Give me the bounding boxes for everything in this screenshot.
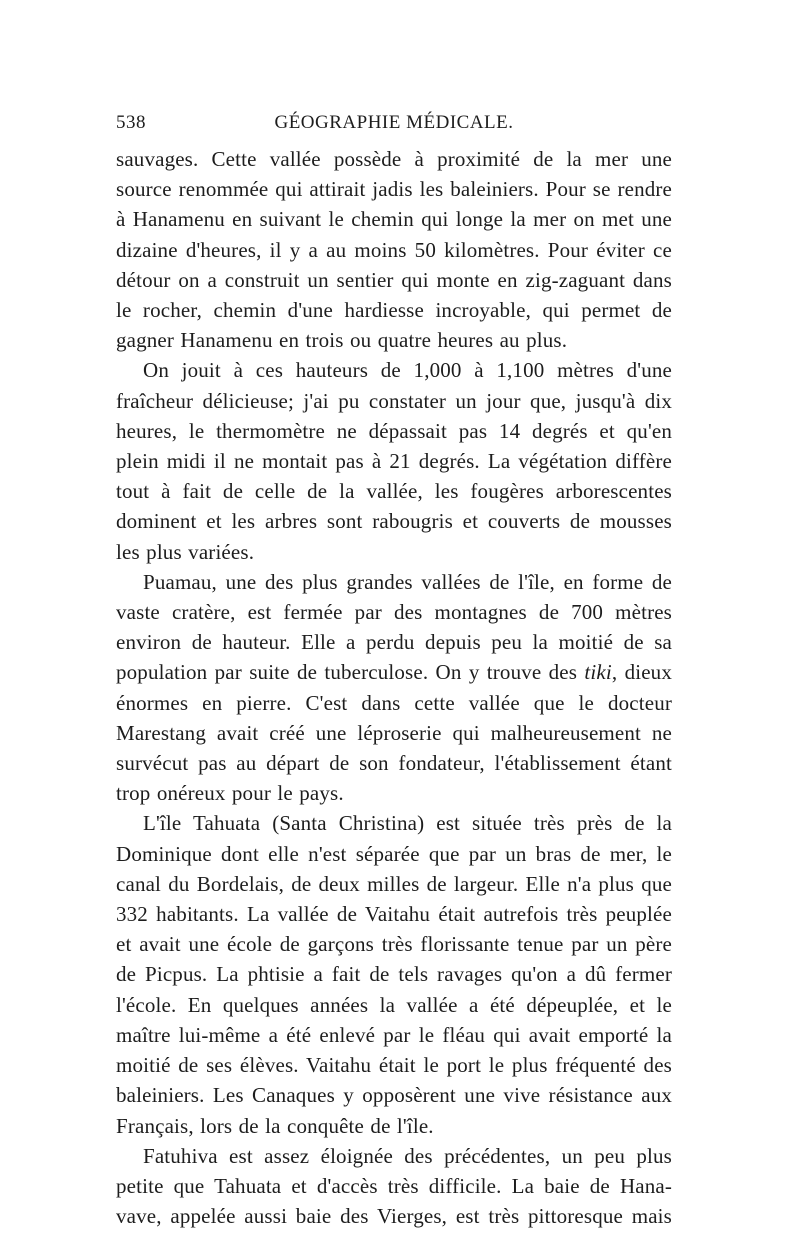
running-head <box>116 112 672 142</box>
paragraph-3-start: Puamau, une des plus grandes vallées de l'île, en forme de vaste cratère, est fermée par des montagnes de 700 mètres environ de hauteur. Elle a perdu depuis peu la moitié de sa population par suite de tuberculose. On y trouve des <box>116 569 672 685</box>
page-number: 538 <box>116 112 146 133</box>
paragraph-3-italic-term: tiki <box>584 660 612 685</box>
body-text <box>116 144 672 1231</box>
running-title: GÉOGRAPHIE MÉDICALE. <box>274 112 514 133</box>
paragraph-3 <box>116 567 672 809</box>
paragraph-1: sauvages. Cette vallée possède à proximité de la mer une source renommée qui attirait jadis les baleiniers. Pour se rendre à Hanamenu en suivant le chemin qui longe la mer on met une dizaine d'heures, il y a au moins 50 kilomètres. Pour éviter ce détour on a construit un sentier qui monte en zig-zaguant dans le rocher, chemin d'une hardiesse incroyable, qui permet de gagner Hanamenu en trois ou quatre heures au plus. <box>116 147 672 353</box>
paragraph-5: Fatuhiva est assez éloignée des précédentes, un peu plus petite que Tahuata et d'accès très difficile. La baie de Hana-vave, appelée aussi baie des Vierges, est très pittoresque mais <box>116 1143 672 1229</box>
paragraph-2: On jouit à ces hauteurs de 1,000 à 1,100 mètres d'une fraîcheur délicieuse; j'ai pu constater un jour que, jusqu'à dix heures, le thermomètre ne dépassait pas 14 degrés et qu'en plein midi il ne montait pas à 21 degrés. La végétation diffère tout à fait de celle de la vallée, les fougères arborescentes dominent et les arbres sont rabougris et couverts de mousses les plus variées. <box>116 358 672 564</box>
paragraph-3-end: , dieux énormes en pierre. C'est dans cette vallée que le docteur Marestang avait créé une léproserie qui malheureusement ne survécut pas au départ de son fondateur, l'établissement étant trop onéreux pour le pays. <box>116 660 672 806</box>
book-page <box>116 0 672 1245</box>
paragraph-4: L'île Tahuata (Santa Christina) est située très près de la Dominique dont elle n'est séparée que par un bras de mer, le canal du Bordelais, de deux milles de largeur. Elle n'a plus que 332 habitants. La vallée de Vaitahu était autrefois très peuplée et avait une école de garçons très florissante tenue par un père de Picpus. La phtisie a fait de tels ravages qu'on a dû fermer l'école. En quelques années la vallée a été dépeuplée, et le maître lui-même a été enlevé par le fléau qui avait emporté la moitié de ses élèves. Vaitahu était le port le plus fréquenté des baleiniers. Les Canaques y opposèrent une vive résistance aux Français, lors de la conquête de l'île. <box>116 811 672 1138</box>
